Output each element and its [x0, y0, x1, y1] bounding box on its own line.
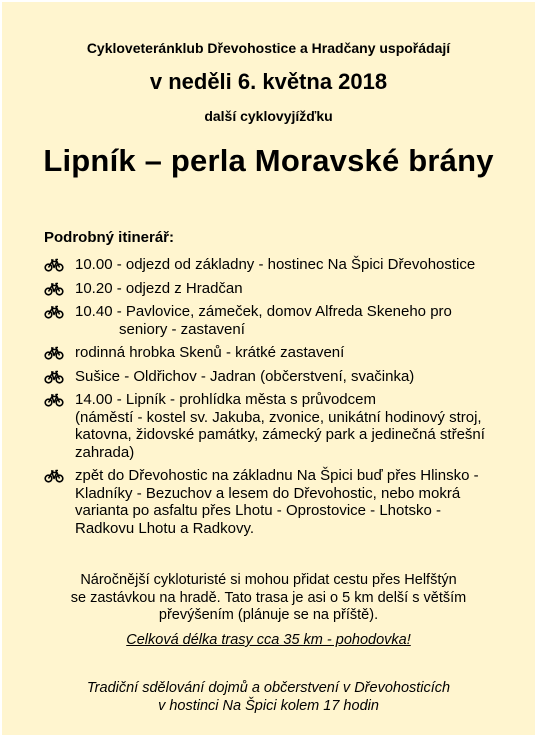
itinerary-heading: Podrobný itinerář: — [44, 229, 175, 246]
note1-line: se zastávkou na hradě. Tato trasa je asi o 5 km delší s větším — [70, 589, 467, 606]
itinerary-item-line: varianta po asfaltu přes Lhotu - Oprostovice - Lhotsko - — [75, 502, 442, 519]
itinerary-item — [42, 303, 512, 338]
note1-line: převýšením (plánuje se na příště). — [158, 607, 379, 623]
itinerary-item-line: Radkovu Lhotu a Radkovy. — [75, 519, 254, 537]
bicycle-icon — [44, 370, 64, 384]
itinerary-item — [42, 344, 512, 362]
organizer-line: Cykloveteránklub Dřevohostice a Hradčany uspořádají — [86, 40, 451, 56]
itinerary-item-line: rodinná hrobka Skenů - krátké zastavení — [75, 344, 345, 361]
bicycle-icon — [44, 346, 64, 360]
closing-line: v hostinci Na Špici kolem 17 hodin — [158, 697, 379, 714]
itinerary-item — [42, 467, 512, 537]
itinerary-item-line: 10.20 - odjezd z Hradčan — [75, 279, 243, 297]
bicycle-icon — [44, 282, 64, 296]
advanced-route-note — [42, 572, 495, 625]
closing-line: Tradiční sdělování dojmů a občerstvení v Dřevohosticích — [86, 680, 451, 696]
bicycle-icon — [44, 305, 64, 319]
itinerary-item — [42, 391, 512, 461]
event-title: Lipník – perla Moravské brány — [43, 143, 494, 178]
itinerary-item — [42, 256, 512, 274]
bicycle-icon — [44, 469, 64, 483]
itinerary-item-line: 10.40 - Pavlovice, zámeček, domov Alfreda Skeneho pro — [75, 303, 452, 320]
closing-note — [42, 680, 495, 715]
bicycle-icon — [44, 393, 64, 407]
itinerary-item — [42, 280, 512, 298]
itinerary-item-line: katovna, židovské památky, zámecký park a jedinečná střešní — [75, 426, 485, 443]
itinerary-item-line: Kladníky - Bezuchov a lesem do Dřevohostic, nebo mokrá — [75, 484, 461, 502]
event-date: v neděli 6. května 2018 — [149, 69, 388, 94]
event-subtitle: další cyklovyjížďku — [204, 108, 333, 124]
itinerary-item-line: zahrada) — [75, 443, 135, 461]
total-distance-note: Celková délka trasy cca 35 km - pohodovka! — [126, 632, 411, 648]
itinerary-item-line: 10.00 - odjezd od základny - hostinec Na Špici Dřevohostice — [75, 256, 476, 273]
itinerary-list — [42, 256, 512, 543]
itinerary-item-line: zpět do Dřevohostic na základnu Na Špici buď přes Hlinsko - — [75, 467, 479, 484]
itinerary-item-line: Sušice - Oldřichov - Jadran (občerstvení, svačinka) — [75, 367, 415, 385]
itinerary-item-line: (náměstí - kostel sv. Jakuba, zvonice, unikátní hodinový stroj, — [75, 408, 482, 426]
bicycle-icon — [44, 258, 64, 272]
note1-line: Náročnější cykloturisté si mohou přidat cestu přes Helfštýn — [80, 572, 457, 588]
invitation-page — [2, 2, 535, 735]
itinerary-item — [42, 368, 512, 386]
itinerary-item-line: 14.00 - Lipník - prohlídka města s průvodcem — [75, 391, 376, 408]
itinerary-item-line: seniory - zastavení — [119, 320, 245, 338]
